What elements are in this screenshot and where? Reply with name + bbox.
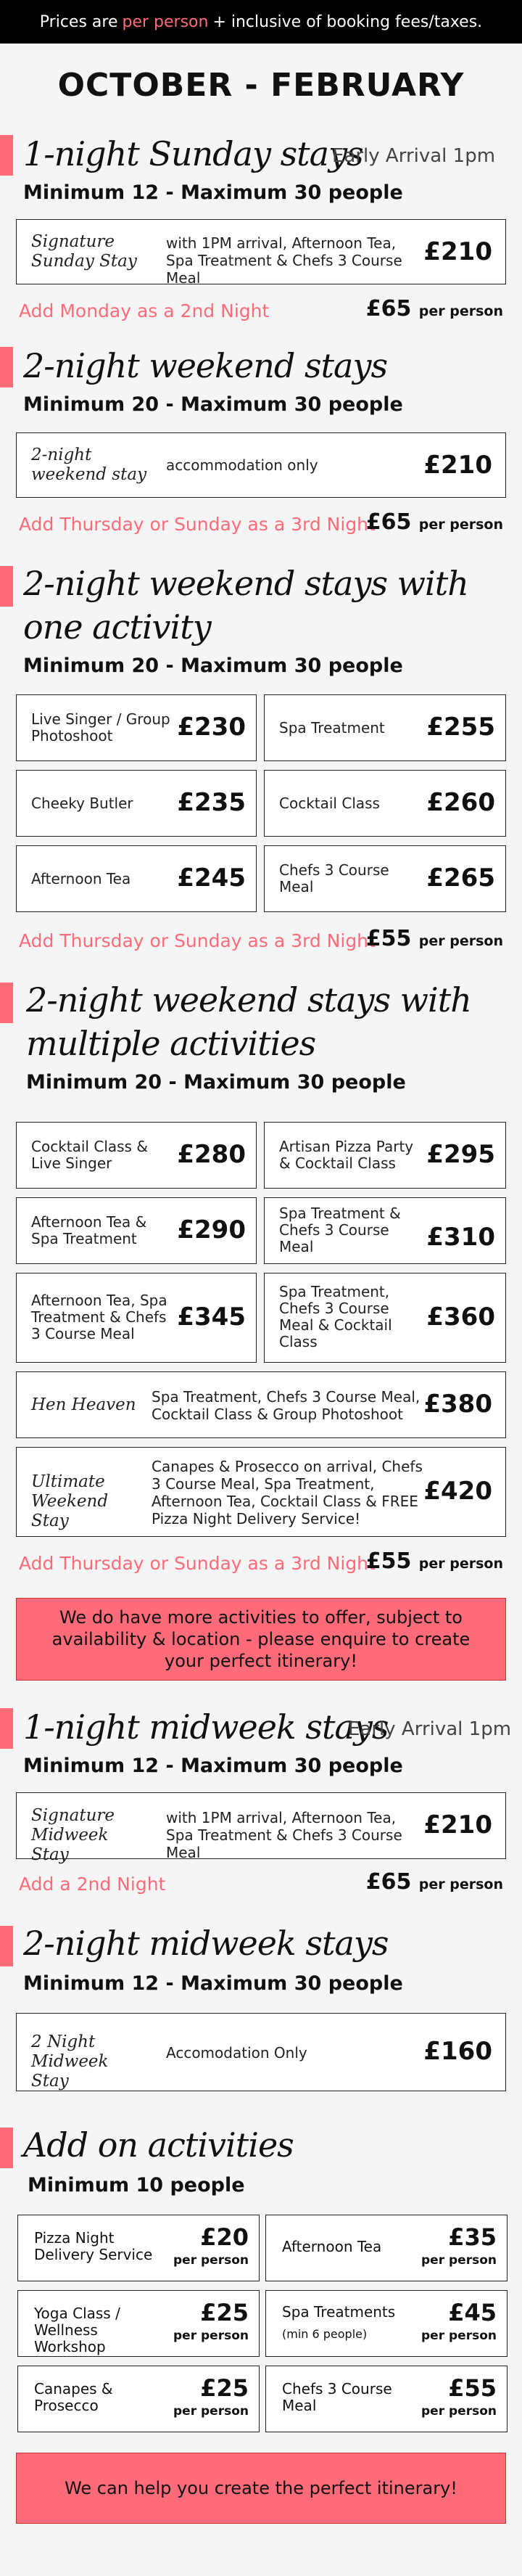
add-night-amount: £65 xyxy=(365,1869,412,1895)
activity-price: £345 xyxy=(177,1303,246,1332)
add-night-price xyxy=(366,1869,503,1895)
activity-label: Afternoon Tea xyxy=(31,870,131,887)
group-size-note: Minimum 20 - Maximum 30 people xyxy=(23,655,403,677)
add-on-label: Spa Treatments xyxy=(282,2303,396,2321)
per-person-label: per person xyxy=(173,2329,249,2343)
activity-price: £295 xyxy=(426,1140,495,1169)
section-accent-bar xyxy=(0,135,13,176)
add-night-label: Add Thursday or Sunday as a 3rd Night xyxy=(19,514,376,535)
add-on-label: Yoga Class / Wellness Workshop xyxy=(34,2305,120,2355)
activity-price: £235 xyxy=(177,788,246,817)
add-on-option[interactable] xyxy=(265,2366,508,2432)
add-on-option[interactable] xyxy=(17,2290,260,2357)
activity-label: Chefs 3 Course Meal xyxy=(279,861,389,895)
add-night-price xyxy=(366,509,503,535)
package-description: with 1PM arrival, Afternoon Tea, Spa Treatment & Chefs 3 Course Meal xyxy=(166,1809,402,1861)
activity-price: £265 xyxy=(426,864,495,893)
add-night-amount: £65 xyxy=(365,296,412,321)
package-name: Ultimate Weekend Stay xyxy=(31,1472,109,1530)
activity-label: Afternoon Tea & Spa Treatment xyxy=(31,1213,147,1247)
activity-price: £290 xyxy=(177,1215,246,1244)
section-accent-bar xyxy=(0,1708,13,1749)
group-size-note: Minimum 12 - Maximum 30 people xyxy=(23,1972,403,1995)
package-card[interactable] xyxy=(16,2013,506,2091)
activity-label: Cocktail Class & Live Singer xyxy=(31,1138,148,1172)
section-accent-bar xyxy=(0,566,13,607)
add-night-label: Add Monday as a 2nd Night xyxy=(19,300,270,321)
package-price: £160 xyxy=(423,2037,492,2066)
activity-label: Spa Treatment & Chefs 3 Course Meal xyxy=(279,1205,401,1255)
activity-label: Cheeky Butler xyxy=(31,795,133,812)
activity-price: £360 xyxy=(426,1303,495,1332)
page-title: OCTOBER - FEBRUARY xyxy=(57,67,465,104)
activity-option[interactable] xyxy=(264,1122,506,1189)
group-size-note: Minimum 12 - Maximum 30 people xyxy=(23,181,403,204)
per-person-label: per person xyxy=(418,1556,503,1572)
package-name: 2-night weekend stay xyxy=(31,446,147,484)
add-on-price: £20 xyxy=(200,2223,249,2251)
pricing-note-bar xyxy=(0,0,522,44)
enquire-banner: We do have more activities to offer, subject to availability & location - please enquire to create your perfect itinerary! xyxy=(16,1598,506,1681)
per-person-label: per person xyxy=(418,1876,503,1892)
group-size-note: Minimum 10 people xyxy=(28,2174,245,2196)
package-price: £210 xyxy=(423,237,492,266)
add-on-label: Afternoon Tea xyxy=(282,2238,382,2255)
section-title: 1-night midweek stays xyxy=(23,1707,389,1747)
add-on-price: £35 xyxy=(448,2223,497,2251)
add-on-option[interactable] xyxy=(17,2215,260,2281)
activity-label: Cocktail Class xyxy=(279,795,380,812)
add-night-amount: £55 xyxy=(365,1549,412,1574)
add-night-price xyxy=(366,926,503,951)
activity-option[interactable] xyxy=(264,770,506,837)
package-card[interactable] xyxy=(16,219,506,287)
activity-price: £260 xyxy=(426,788,495,817)
activity-option[interactable] xyxy=(264,845,506,912)
activity-option[interactable] xyxy=(16,1273,257,1363)
activity-option[interactable] xyxy=(16,1197,257,1264)
section-title: Add on activities xyxy=(23,2125,294,2165)
activity-option[interactable] xyxy=(16,845,257,912)
section-title: 2-night weekend stays xyxy=(23,346,388,385)
package-name: 2 Night Midweek Stay xyxy=(31,2033,109,2091)
per-person-label: per person xyxy=(421,2329,497,2343)
package-description: Canapes & Prosecco on arrival, Chefs 3 Course Meal, Spa Treatment, Afternoon Tea, Cocktail Class & FREE Pizza Night Delivery Service! xyxy=(152,1458,423,1527)
package-card[interactable] xyxy=(16,1792,506,1864)
early-arrival-note: Early Arrival 1pm xyxy=(348,1718,512,1740)
package-price: £420 xyxy=(423,1477,492,1506)
pricing-note-suffix: + inclusive of booking fees/taxes. xyxy=(212,12,483,31)
package-card-ultimate-weekend[interactable] xyxy=(16,1447,506,1537)
activity-option[interactable] xyxy=(16,694,257,761)
activity-label: Live Singer / Group Photoshoot xyxy=(31,710,170,745)
add-night-label: Add a 2nd Night xyxy=(19,1874,166,1895)
package-price: £210 xyxy=(423,451,492,480)
activity-option[interactable] xyxy=(264,1273,506,1363)
package-card-hen-heaven[interactable] xyxy=(16,1371,506,1438)
per-person-label: per person xyxy=(418,517,503,533)
add-night-label: Add Thursday or Sunday as a 3rd Night xyxy=(19,1553,376,1574)
section-accent-bar xyxy=(0,2128,13,2168)
add-on-price: £55 xyxy=(448,2374,497,2402)
activity-price: £310 xyxy=(426,1223,495,1252)
pricing-note-accent: per person xyxy=(122,12,209,31)
package-description: Accomodation Only xyxy=(166,2044,307,2062)
activity-option[interactable] xyxy=(16,770,257,837)
activity-price: £255 xyxy=(426,713,495,742)
section-accent-bar xyxy=(0,1926,13,1966)
add-on-price: £25 xyxy=(200,2299,249,2326)
section-title: 1-night Sunday stays xyxy=(23,134,363,173)
activity-option[interactable] xyxy=(16,1122,257,1189)
pricing-note-prefix: Prices are xyxy=(39,12,118,31)
per-person-label: per person xyxy=(418,933,503,949)
add-on-option[interactable] xyxy=(17,2366,260,2432)
add-on-price: £25 xyxy=(200,2374,249,2402)
package-name: Hen Heaven xyxy=(31,1395,136,1414)
add-on-option[interactable] xyxy=(265,2215,508,2281)
package-card[interactable] xyxy=(16,432,506,498)
activity-label: Artisan Pizza Party & Cocktail Class xyxy=(279,1138,414,1172)
per-person-label: per person xyxy=(173,2404,249,2419)
add-on-label: Chefs 3 Course Meal xyxy=(282,2380,392,2414)
package-description: with 1PM arrival, Afternoon Tea, Spa Treatment & Chefs 3 Course Meal xyxy=(166,234,402,287)
activity-label: Spa Treatment, Chefs 3 Course Meal & Cocktail Class xyxy=(279,1283,392,1350)
package-name: Signature Midweek Stay xyxy=(31,1806,115,1864)
per-person-label: per person xyxy=(173,2253,249,2268)
per-person-label: per person xyxy=(421,2253,497,2268)
per-person-label: per person xyxy=(421,2404,497,2419)
section-title: 2-night midweek stays xyxy=(23,1924,389,1963)
add-on-label: Pizza Night Delivery Service xyxy=(34,2229,153,2263)
package-description: accommodation only xyxy=(166,456,318,474)
section-accent-bar xyxy=(0,983,13,1023)
package-description: Spa Treatment, Chefs 3 Course Meal, Cocktail Class & Group Photoshoot xyxy=(152,1388,420,1423)
add-night-amount: £55 xyxy=(365,926,412,951)
group-size-note: Minimum 20 - Maximum 30 people xyxy=(26,1071,406,1094)
group-size-note: Minimum 20 - Maximum 30 people xyxy=(23,393,403,416)
early-arrival-note: Early Arrival 1pm xyxy=(332,145,496,167)
add-night-price xyxy=(366,1549,503,1574)
add-night-label: Add Thursday or Sunday as a 3rd Night xyxy=(19,930,376,951)
per-person-label: per person xyxy=(418,303,503,319)
add-on-option[interactable] xyxy=(265,2290,508,2357)
activity-price: £245 xyxy=(177,864,246,893)
activity-option[interactable] xyxy=(264,1197,506,1264)
section-accent-bar xyxy=(0,347,13,387)
package-name: Signature Sunday Stay xyxy=(31,232,137,271)
activity-label: Spa Treatment xyxy=(279,719,385,737)
group-size-note: Minimum 12 - Maximum 30 people xyxy=(23,1755,403,1777)
add-night-amount: £65 xyxy=(365,509,412,535)
section-title: 2-night weekend stays with one activity xyxy=(23,564,468,647)
add-on-label: Canapes & Prosecco xyxy=(34,2380,113,2414)
package-price: £210 xyxy=(423,1810,492,1839)
itinerary-banner: We can help you create the perfect itinerary! xyxy=(16,2453,506,2524)
activity-price: £280 xyxy=(177,1140,246,1169)
package-price: £380 xyxy=(423,1390,492,1419)
activity-option[interactable] xyxy=(264,694,506,761)
add-night-price xyxy=(366,296,503,321)
add-on-note: (min 6 people) xyxy=(282,2327,368,2341)
activity-label: Afternoon Tea, Spa Treatment & Chefs 3 Course Meal xyxy=(31,1292,167,1342)
section-title: 2-night weekend stays with multiple activities xyxy=(26,980,471,1063)
add-on-price: £45 xyxy=(448,2299,497,2326)
activity-price: £230 xyxy=(177,713,246,742)
